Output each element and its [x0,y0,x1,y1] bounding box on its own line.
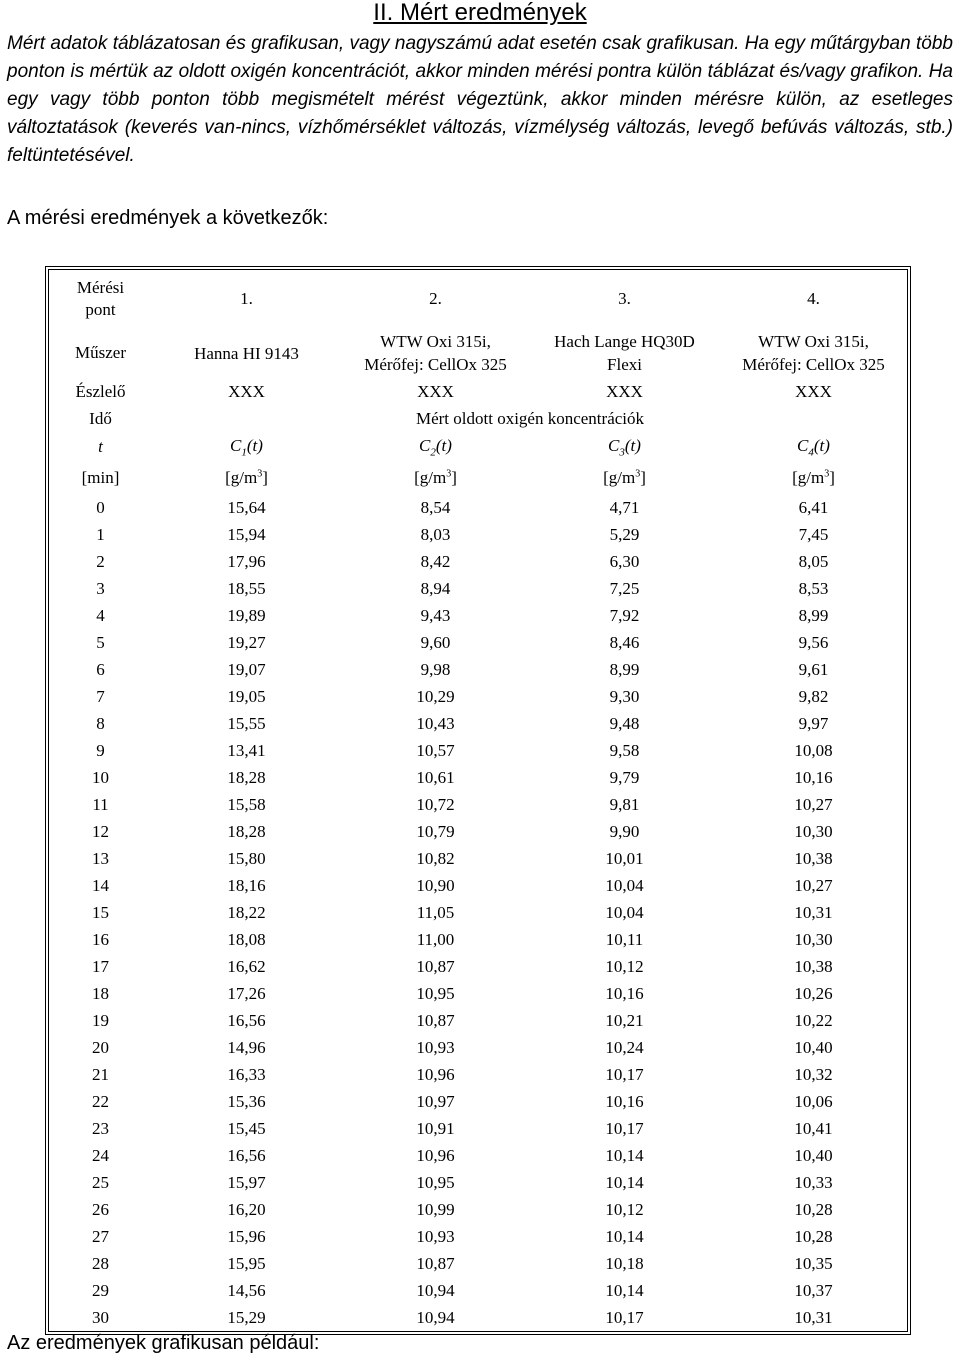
concentration-cell: 10,12 [605,1200,644,1219]
concentration-cell: 11,05 [416,903,455,922]
concentration-cell: 10,90 [416,876,455,895]
concentration-cell: 10,01 [605,849,644,868]
instrument-3: Hach Lange HQ30D Flexi [554,332,695,374]
unit-concentration: $[g/m^3]$ [225,468,268,487]
concentration-cell: 14,56 [227,1281,266,1300]
unit-row [49,462,908,494]
concentration-cell: 8,94 [420,579,451,598]
concentration-cell: 4,71 [609,498,640,517]
concentration-cell: 10,72 [416,795,455,814]
time-cell: 19 [92,1011,109,1030]
concentration-cell: 18,28 [227,822,266,841]
concentration-cell: 15,94 [227,525,266,544]
time-cell: 24 [92,1146,109,1165]
concentration-cell: 16,56 [227,1146,266,1165]
concentration-cell: 10,41 [794,1119,833,1138]
concentration-cell: 19,27 [227,633,266,652]
concentration-cell: 10,31 [794,1308,833,1327]
concentration-cell: 10,30 [794,930,833,949]
time-cell: 20 [92,1038,109,1057]
concentration-cell: 10,38 [794,849,833,868]
time-cell: 7 [96,687,105,706]
time-cell: 5 [96,633,105,652]
concentration-cell: 10,24 [605,1038,644,1057]
concentration-cell: 18,22 [227,903,266,922]
time-cell: 11 [92,795,109,814]
instrument-label: Műszer [75,343,126,362]
concentration-cell: 10,79 [416,822,455,841]
concentration-cell: 10,18 [605,1254,644,1273]
table-row [49,845,908,872]
variable-c2: $C_2(t)$ [419,435,452,459]
table-row [49,548,908,575]
concentration-cell: 11,00 [416,930,455,949]
concentration-cell: 10,87 [416,1011,455,1030]
instrument-row [49,328,908,378]
concentration-cell: 16,56 [227,1011,266,1030]
table-row [49,629,908,656]
table-row [49,953,908,980]
table-row [49,737,908,764]
time-cell: 8 [96,714,105,733]
unit-minutes: [min] [81,468,120,487]
concentration-cell: 10,94 [416,1308,455,1327]
concentration-cell: 5,29 [609,525,640,544]
concentration-cell: 6,30 [609,552,640,571]
observer-row [49,378,908,405]
time-cell: 26 [92,1200,109,1219]
concentration-cell: 7,45 [798,525,829,544]
intro-paragraph: Mért adatok táblázatosan és grafikusan, vagy nagyszámú adat esetén csak grafikusan. Ha egy műtárgyban több ponton is mértük az oldott oxigén koncentrációt, akkor minden mérési pontra külön táblázat és/vagy grafikon. Ha egy vagy több ponton több megismételt mérést végeztünk, akkor minden mérésre külön, az esetleges változtatások (keverés van-nincs, vízhőmérséklet változás, vízmélység változás, levegő befúvás változás, stb.) feltüntetésével. [7,33,953,166]
concentration-cell: 10,14 [605,1173,644,1192]
observer-3: XXX [606,381,643,401]
table-row [49,818,908,845]
concentration-cell: 10,27 [794,876,833,895]
concentration-cell: 10,28 [794,1200,833,1219]
concentration-cell: 6,41 [798,498,829,517]
concentration-cell: 10,16 [605,1092,644,1111]
time-cell: 4 [96,606,105,625]
concentration-cell: 10,87 [416,957,455,976]
concentration-cell: 10,38 [794,957,833,976]
time-label: Idő [89,408,112,428]
time-cell: 12 [92,822,109,841]
concentration-cell: 9,30 [609,687,640,706]
concentration-cell: 9,79 [609,768,640,787]
table-row [49,764,908,791]
concentration-cell: 10,06 [794,1092,833,1111]
concentration-cell: 10,31 [794,903,833,922]
time-cell: 28 [92,1254,109,1273]
time-cell: 30 [92,1308,109,1327]
concentration-cell: 9,56 [798,633,829,652]
results-table [49,270,908,1331]
results-table-frame [45,266,911,1335]
concentration-cell: 10,14 [605,1281,644,1300]
concentration-cell: 8,99 [798,606,829,625]
time-cell: 15 [92,903,109,922]
concentration-cell: 10,17 [605,1119,644,1138]
table-row [49,1304,908,1331]
concentration-cell: 10,33 [794,1173,833,1192]
table-row [49,872,908,899]
table-row [49,1223,908,1250]
table-row [49,1196,908,1223]
concentration-cell: 10,27 [794,795,833,814]
concentration-cell: 9,58 [609,741,640,760]
concentration-cell: 10,94 [416,1281,455,1300]
concentration-cell: 10,16 [794,768,833,787]
concentration-cell: 10,93 [416,1227,455,1246]
observer-4: XXX [795,381,832,401]
table-row [49,1061,908,1088]
concentration-cell: 10,30 [794,822,833,841]
concentration-cell: 9,90 [609,822,640,841]
concentration-cell: 10,82 [416,849,455,868]
concentration-cell: 7,92 [609,606,640,625]
time-cell: 13 [92,849,109,868]
time-cell: 21 [92,1065,109,1084]
table-row [49,1088,908,1115]
concentration-cell: 17,26 [227,984,266,1003]
instrument-4: WTW Oxi 315i, Mérőfej: CellOx 325 [742,332,885,374]
concentration-cell: 8,03 [420,525,451,544]
concentration-cell: 15,45 [227,1119,266,1138]
table-row [49,683,908,710]
concentration-cell: 10,08 [794,741,833,760]
concentration-cell: 9,81 [609,795,640,814]
time-cell: 2 [96,552,105,571]
concentration-cell: 15,97 [227,1173,266,1192]
concentration-cell: 18,16 [227,876,266,895]
concentration-cell: 8,46 [609,633,640,652]
point-2: 2. [429,289,442,308]
table-row [49,1034,908,1061]
variable-row [49,432,908,462]
concentration-cell: 15,95 [227,1254,266,1273]
table-row [49,980,908,1007]
concentration-cell: 16,62 [227,957,266,976]
time-cell: 23 [92,1119,109,1138]
concentration-cell: 8,05 [798,552,829,571]
concentration-cell: 19,07 [227,660,266,679]
concentration-cell: 18,28 [227,768,266,787]
concentration-cell: 14,96 [227,1038,266,1057]
concentration-cell: 18,55 [227,579,266,598]
time-cell: 14 [92,876,109,895]
concentration-cell: 15,80 [227,849,266,868]
point-4: 4. [807,289,820,308]
table-row [49,899,908,926]
results-lead-text: A mérési eredmények a következők: [7,207,329,229]
concentration-cell: 10,16 [605,984,644,1003]
table-row [49,1277,908,1304]
measurement-point-row [49,270,908,328]
table-row [49,791,908,818]
concentration-cell: 17,96 [227,552,266,571]
concentration-cell: 10,87 [416,1254,455,1273]
concentration-cell: 18,08 [227,930,266,949]
point-1: 1. [240,289,253,308]
table-row [49,926,908,953]
variable-c3: $C_3(t)$ [608,435,641,459]
concentration-cell: 15,58 [227,795,266,814]
time-header-row [49,405,908,432]
concentration-cell: 10,43 [416,714,455,733]
concentration-cell: 10,22 [794,1011,833,1030]
concentration-cell: 10,35 [794,1254,833,1273]
concentration-cell: 10,95 [416,1173,455,1192]
concentration-cell: 10,57 [416,741,455,760]
concentration-cell: 15,29 [227,1308,266,1327]
concentration-cell: 9,97 [798,714,829,733]
variable-t: t [98,437,103,456]
time-cell: 25 [92,1173,109,1192]
concentration-cell: 19,05 [227,687,266,706]
variable-c1: $C_1(t)$ [230,435,263,459]
time-cell: 9 [96,741,105,760]
table-row [49,494,908,521]
time-cell: 0 [96,498,105,517]
unit-concentration: $[g/m^3]$ [603,468,646,487]
page-title: II. Mért eredmények [373,0,587,26]
time-cell: 10 [92,768,109,787]
concentration-cell: 10,28 [794,1227,833,1246]
table-row [49,602,908,629]
time-cell: 29 [92,1281,109,1300]
concentration-cell: 10,26 [794,984,833,1003]
concentration-cell: 10,32 [794,1065,833,1084]
concentration-cell: 10,12 [605,957,644,976]
time-cell: 16 [92,930,109,949]
time-cell: 27 [92,1227,109,1246]
unit-concentration: $[g/m^3]$ [792,468,835,487]
concentration-cell: 9,61 [798,660,829,679]
concentration-cell: 10,40 [794,1146,833,1165]
concentration-cell: 9,98 [420,660,451,679]
concentration-cell: 10,21 [605,1011,644,1030]
concentration-cell: 10,14 [605,1146,644,1165]
concentration-cell: 16,33 [227,1065,266,1084]
concentration-cell: 15,64 [227,498,266,517]
concentration-cell: 10,11 [605,930,644,949]
concentration-cell: 9,48 [609,714,640,733]
concentration-cell: 10,61 [416,768,455,787]
time-cell: 1 [96,525,105,544]
concentration-cell: 15,55 [227,714,266,733]
time-cell: 3 [96,579,105,598]
concentration-cell: 9,82 [798,687,829,706]
concentration-cell: 10,17 [605,1065,644,1084]
concentration-cell: 10,17 [605,1308,644,1327]
table-row [49,1169,908,1196]
concentration-cell: 19,89 [227,606,266,625]
time-cell: 18 [92,984,109,1003]
concentration-cell: 10,40 [794,1038,833,1057]
concentration-cell: 8,53 [798,579,829,598]
concentration-cell: 10,04 [605,876,644,895]
measurement-point-label: Mérési pont [76,278,125,319]
table-row [49,1142,908,1169]
time-cell: 6 [96,660,105,679]
concentration-cell: 10,93 [416,1038,455,1057]
concentration-cell: 10,97 [416,1092,455,1111]
concentration-cell: 10,29 [416,687,455,706]
instrument-1: Hanna HI 9143 [194,343,299,363]
concentration-cell: 8,99 [609,660,640,679]
concentration-cell: 8,54 [420,498,451,517]
table-row [49,1007,908,1034]
concentration-cell: 10,96 [416,1065,455,1084]
table-row [49,1115,908,1142]
concentration-cell: 16,20 [227,1200,266,1219]
table-row [49,1250,908,1277]
concentration-cell: 13,41 [227,741,266,760]
point-3: 3. [618,289,631,308]
variable-c4: $C_4(t)$ [797,435,830,459]
observer-1: XXX [228,381,265,401]
concentration-cell: 10,95 [416,984,455,1003]
observer-2: XXX [417,381,454,401]
concentration-cell: 8,42 [420,552,451,571]
time-cell: 22 [92,1092,109,1111]
concentration-cell: 10,14 [605,1227,644,1246]
measured-concentrations-header: Mért oldott oxigén koncentrációk [415,408,645,428]
instrument-2: WTW Oxi 315i, Mérőfej: CellOx 325 [364,332,507,374]
concentration-cell: 10,37 [794,1281,833,1300]
concentration-cell: 10,91 [416,1119,455,1138]
concentration-cell: 10,04 [605,903,644,922]
graph-intro-text: Az eredmények grafikusan például: [7,1332,320,1354]
table-row [49,575,908,602]
table-row [49,521,908,548]
concentration-cell: 15,96 [227,1227,266,1246]
concentration-cell: 9,60 [420,633,451,652]
concentration-cell: 15,36 [227,1092,266,1111]
concentration-cell: 7,25 [609,579,640,598]
concentration-cell: 9,43 [420,606,451,625]
table-row [49,656,908,683]
time-cell: 17 [92,957,109,976]
observer-label: Észlelő [75,381,126,401]
unit-concentration: $[g/m^3]$ [414,468,457,487]
concentration-cell: 10,96 [416,1146,455,1165]
table-row [49,710,908,737]
concentration-cell: 10,99 [416,1200,455,1219]
